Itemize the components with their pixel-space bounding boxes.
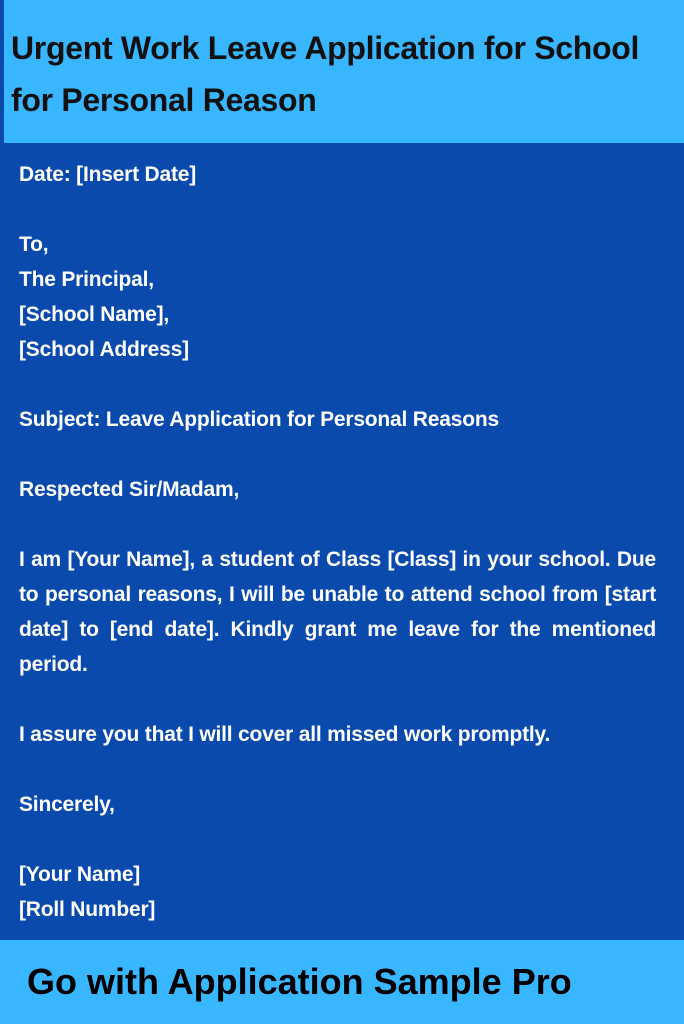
- letter-subject: Subject: Leave Application for Personal Reasons: [19, 408, 499, 431]
- letter-content: [19, 157, 656, 927]
- footer-brand-text: Go with Application Sample Pro: [27, 961, 572, 1002]
- letter-roll-number: [Roll Number]: [19, 898, 156, 921]
- spacer: [19, 437, 656, 472]
- letter-date: Date: [Insert Date]: [19, 163, 197, 186]
- spacer: [19, 822, 656, 857]
- letter-body-paragraph: I am [Your Name], a student of Class [Class] in your school. Due to personal reasons, I will be unable to attend school from [start date] to [end date]. Kindly grant me leave for the mentioned period.: [19, 548, 656, 676]
- letter-school-name: [School Name],: [19, 303, 170, 326]
- letter-salutation: Respected Sir/Madam,: [19, 478, 240, 501]
- page-title: Urgent Work Leave Application for School for Personal Reason: [11, 30, 640, 118]
- letter-signature-name: [Your Name]: [19, 863, 141, 886]
- letter-assurance: I assure you that I will cover all missed work promptly.: [19, 723, 551, 746]
- spacer: [19, 507, 656, 542]
- letter-closing: Sincerely,: [19, 793, 115, 816]
- letter-recipient: The Principal,: [19, 268, 154, 291]
- footer-banner: [0, 940, 684, 1024]
- letter-to: To,: [19, 233, 49, 256]
- spacer: [19, 367, 656, 402]
- spacer: [19, 752, 656, 787]
- letter-panel: [0, 143, 684, 940]
- spacer: [19, 682, 656, 717]
- header-banner: [0, 0, 684, 143]
- letter-school-address: [School Address]: [19, 338, 189, 361]
- spacer: [19, 192, 656, 227]
